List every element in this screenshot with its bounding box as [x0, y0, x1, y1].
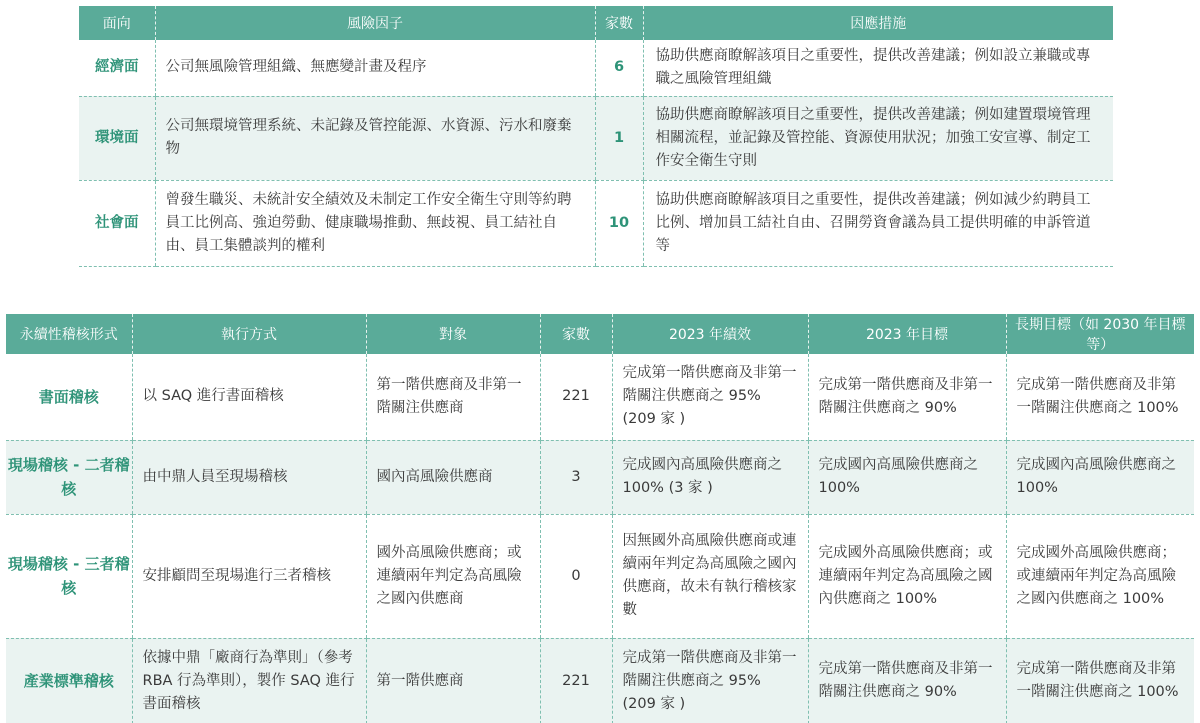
- table-row: [6, 638, 1194, 723]
- header-count: 家數: [540, 314, 612, 354]
- header-2023-performance: 2023 年績效: [612, 314, 808, 354]
- row-performance: 完成國內高風險供應商之 100% (3 家 ): [612, 440, 808, 514]
- row-risk: 曾發生職災、未統計安全績效及未制定工作安全衛生守則等約聘員工比例高、強迫勞動、健康職場推動、無歧視、員工結社自由、員工集體談判的權利: [155, 180, 595, 266]
- row-count: 221: [540, 354, 612, 440]
- row-long-term: 完成第一階供應商及非第一階關注供應商之 100%: [1006, 638, 1194, 723]
- audit-table: [6, 314, 1194, 723]
- row-audit-form: 現場稽核 - 二者稽核: [6, 440, 132, 514]
- table-row: [79, 180, 1113, 266]
- row-goal: 完成第一階供應商及非第一階關注供應商之 90%: [808, 354, 1006, 440]
- table-header-row: [79, 6, 1113, 40]
- row-count: 1: [595, 96, 643, 180]
- row-target: 第一階供應商: [366, 638, 540, 723]
- header-count: 家數: [595, 6, 643, 40]
- row-count: 10: [595, 180, 643, 266]
- row-measure: 協助供應商瞭解該項目之重要性，提供改善建議；例如減少約聘員工比例、增加員工結社自由、召開勞資會議為員工提供明確的申訴管道等: [643, 180, 1113, 266]
- row-measure: 協助供應商瞭解該項目之重要性，提供改善建議；例如設立兼職或專職之風險管理組織: [643, 40, 1113, 96]
- row-audit-form: 產業標準稽核: [6, 638, 132, 723]
- table-row: [6, 514, 1194, 638]
- header-2023-goal: 2023 年目標: [808, 314, 1006, 354]
- row-method: 依據中鼎「廠商行為準則」（參考 RBA 行為準則），製作 SAQ 進行書面稽核: [132, 638, 366, 723]
- row-long-term: 完成國內高風險供應商之 100%: [1006, 440, 1194, 514]
- header-target: 對象: [366, 314, 540, 354]
- header-method: 執行方式: [132, 314, 366, 354]
- row-goal: 完成國內高風險供應商之 100%: [808, 440, 1006, 514]
- table-header-row: [6, 314, 1194, 354]
- row-risk: 公司無風險管理組織、無應變計畫及程序: [155, 40, 595, 96]
- row-method: 安排顧問至現場進行三者稽核: [132, 514, 366, 638]
- row-target: 國內高風險供應商: [366, 440, 540, 514]
- row-method: 以 SAQ 進行書面稽核: [132, 354, 366, 440]
- row-method: 由中鼎人員至現場稽核: [132, 440, 366, 514]
- row-count: 6: [595, 40, 643, 96]
- header-audit-form: 永續性稽核形式: [6, 314, 132, 354]
- header-long-term-goal: 長期目標（如 2030 年目標等）: [1006, 314, 1194, 354]
- row-performance: 完成第一階供應商及非第一階關注供應商之 95% (209 家 ): [612, 354, 808, 440]
- row-risk: 公司無環境管理系統、未記錄及管控能源、水資源、污水和廢棄物: [155, 96, 595, 180]
- header-risk-factor: 風險因子: [155, 6, 595, 40]
- row-long-term: 完成國外高風險供應商；或連續兩年判定為高風險之國內供應商之 100%: [1006, 514, 1194, 638]
- row-performance: 完成第一階供應商及非第一階關注供應商之 95% (209 家 ): [612, 638, 808, 723]
- row-measure: 協助供應商瞭解該項目之重要性，提供改善建議；例如建置環境管理相關流程，並記錄及管控能、資源使用狀況；加強工安宣導、制定工作安全衛生守則: [643, 96, 1113, 180]
- row-count: 221: [540, 638, 612, 723]
- row-performance: 因無國外高風險供應商或連續兩年判定為高風險之國內供應商，故未有執行稽核家數: [612, 514, 808, 638]
- risk-factor-table: [79, 6, 1113, 267]
- row-category: 經濟面: [79, 40, 155, 96]
- table-row: [6, 354, 1194, 440]
- row-audit-form: 書面稽核: [6, 354, 132, 440]
- row-count: 0: [540, 514, 612, 638]
- row-audit-form: 現場稽核 - 三者稽核: [6, 514, 132, 638]
- row-category: 環境面: [79, 96, 155, 180]
- table-row: [6, 440, 1194, 514]
- table-row: [79, 40, 1113, 96]
- table-row: [79, 96, 1113, 180]
- row-count: 3: [540, 440, 612, 514]
- row-goal: 完成第一階供應商及非第一階關注供應商之 90%: [808, 638, 1006, 723]
- row-long-term: 完成第一階供應商及非第一階關注供應商之 100%: [1006, 354, 1194, 440]
- row-goal: 完成國外高風險供應商；或連續兩年判定為高風險之國內供應商之 100%: [808, 514, 1006, 638]
- row-target: 第一階供應商及非第一階關注供應商: [366, 354, 540, 440]
- header-measure: 因應措施: [643, 6, 1113, 40]
- row-target: 國外高風險供應商；或連續兩年判定為高風險之國內供應商: [366, 514, 540, 638]
- row-category: 社會面: [79, 180, 155, 266]
- header-aspect: 面向: [79, 6, 155, 40]
